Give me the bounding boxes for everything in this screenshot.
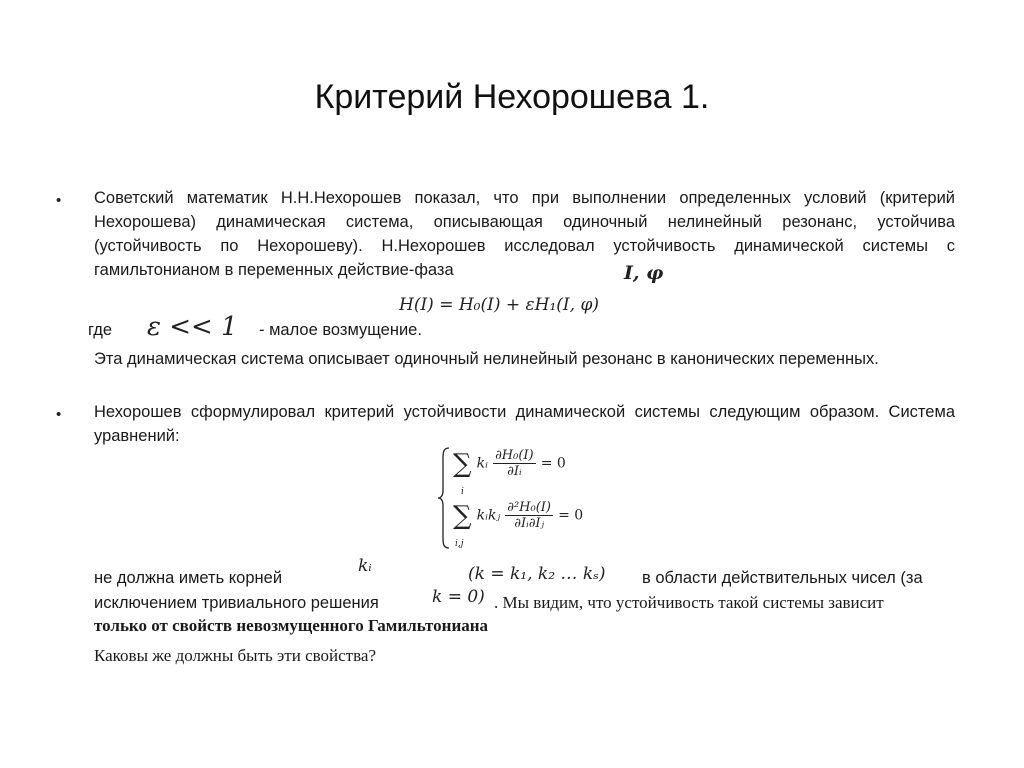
- formula-action-phase-vars: I, φ: [624, 262, 664, 284]
- left-brace-icon: [437, 446, 451, 550]
- equation-1: ∑ i kᵢ $\frac{\text{∂H₀(I)}}{\text{∂Iᵢ}}$ = 0: [453, 448, 566, 479]
- eq2-fraction: [505, 500, 553, 531]
- eq1-denominator: ∂Iᵢ: [507, 464, 522, 479]
- stability-depends-text: . Мы видим, что устойчивость такой системы зависит: [494, 593, 884, 612]
- formula-k-range: (k = k₁, k₂ … kₛ): [468, 564, 606, 584]
- eq2-coefficient: kᵢkⱼ: [476, 507, 501, 524]
- eq2-denominator: ∂Iᵢ∂Iⱼ: [514, 516, 544, 531]
- formula-k-i: kᵢ: [358, 556, 372, 576]
- eq2-rhs: = 0: [558, 507, 584, 524]
- paragraph-nekhoroshev-intro: Советский математик Н.Н.Нехорошев показал, что при выполнении определенных условий (критерий Нехорошева) динамическая система, описывающая одиночный нелинейный резонанс, устойчива (устойчивость по Нехорошеву). Н.Нехорошев исследовал устойчивость динамической системы с гамильтонианом в переменных действие-фаза: [94, 189, 955, 279]
- where-label: где: [88, 321, 113, 339]
- formula-k-zero: k = 0): [432, 587, 485, 607]
- bullet-1: •: [56, 192, 62, 209]
- no-roots-text: не должна иметь корней: [94, 569, 283, 587]
- formula-hamiltonian: H(I) = H₀(I) + εH₁(I, φ): [399, 295, 599, 315]
- equation-system: [437, 446, 607, 550]
- small-perturbation-text: - малое возмущение.: [259, 321, 422, 339]
- eq1-rhs: = 0: [540, 455, 566, 472]
- eq1-coefficient: kᵢ: [476, 455, 488, 472]
- equation-2: ∑ i,j kᵢkⱼ $\frac{\text{∂²H₀(I)}}{\text{∂Iᵢ∂Iⱼ}}$ = 0: [453, 500, 583, 531]
- paragraph-resonance-description: Эта динамическая система описывает одиночный нелинейный резонанс в канонических переменных.: [94, 350, 879, 368]
- eq1-numerator: ∂H₀(I): [495, 448, 534, 463]
- formula-epsilon-small: ε << 1: [147, 312, 238, 342]
- question-text: Каковы же должны быть эти свойства?: [94, 646, 376, 665]
- eq2-sum-index: i,j: [455, 538, 464, 549]
- real-domain-text: в области действительных чисел (за: [642, 569, 923, 587]
- eq2-numerator: ∂²H₀(I): [507, 500, 551, 515]
- eq1-fraction: [493, 448, 536, 479]
- eq1-sum-index: i: [461, 486, 464, 497]
- bullet-2: •: [56, 406, 62, 423]
- trivial-solution-text: исключением тривиального решения: [94, 594, 379, 612]
- slide-title: Критерий Нехорошева 1.: [314, 78, 710, 116]
- paragraph-criterion: Нехорошев сформулировал критерий устойчивости динамической системы следующим образом. Система уравнений:: [94, 403, 955, 445]
- unperturbed-hamiltonian-text: только от свойств невозмущенного Гамильтониана: [94, 616, 489, 635]
